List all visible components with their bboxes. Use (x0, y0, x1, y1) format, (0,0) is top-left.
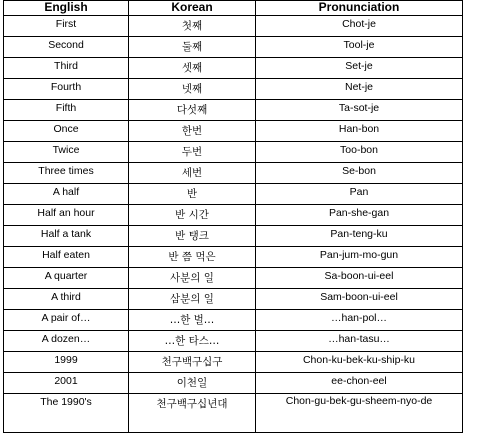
table-row (4, 268, 463, 289)
cell-korean: 삼분의 일 (129, 289, 256, 310)
cell-english: A dozen… (4, 331, 129, 352)
table-row (4, 352, 463, 373)
table-row (4, 289, 463, 310)
cell-english: Fourth (4, 79, 129, 100)
header-korean: Korean (129, 1, 256, 16)
cell-english: The 1990's (4, 394, 129, 433)
cell-pronunciation: Chot-je (256, 16, 463, 37)
table-row (4, 142, 463, 163)
cell-korean: 넷째 (129, 79, 256, 100)
cell-english: Twice (4, 142, 129, 163)
cell-korean: 세번 (129, 163, 256, 184)
cell-pronunciation: Sam-boon-ui-eel (256, 289, 463, 310)
cell-pronunciation: Pan-jum-mo-gun (256, 247, 463, 268)
header-pronunciation: Pronunciation (256, 1, 463, 16)
cell-korean: 반 쯤 먹은 (129, 247, 256, 268)
vocabulary-table (3, 0, 463, 433)
cell-korean: 천구백구십구 (129, 352, 256, 373)
table-row (4, 16, 463, 37)
cell-english: Third (4, 58, 129, 79)
cell-pronunciation: Pan-she-gan (256, 205, 463, 226)
cell-korean: …한 타스… (129, 331, 256, 352)
cell-pronunciation: Han-bon (256, 121, 463, 142)
cell-english: A third (4, 289, 129, 310)
cell-english: Three times (4, 163, 129, 184)
cell-pronunciation: Chon-ku-bek-ku-ship-ku (256, 352, 463, 373)
cell-english: A half (4, 184, 129, 205)
cell-pronunciation: Sa-boon-ui-eel (256, 268, 463, 289)
cell-english: Second (4, 37, 129, 58)
table-row (4, 247, 463, 268)
cell-english: Once (4, 121, 129, 142)
table-row (4, 79, 463, 100)
cell-korean: 사분의 일 (129, 268, 256, 289)
table-row (4, 373, 463, 394)
cell-korean: 반 탱크 (129, 226, 256, 247)
cell-english: Half eaten (4, 247, 129, 268)
table-row (4, 163, 463, 184)
table-row (4, 58, 463, 79)
header-row (4, 1, 463, 16)
cell-korean: 셋째 (129, 58, 256, 79)
cell-pronunciation: …han-tasu… (256, 331, 463, 352)
cell-korean: 한번 (129, 121, 256, 142)
cell-pronunciation: Pan-teng-ku (256, 226, 463, 247)
cell-korean: 반 (129, 184, 256, 205)
table-row (4, 100, 463, 121)
header-english: English (4, 1, 129, 16)
cell-english: 1999 (4, 352, 129, 373)
cell-pronunciation: Tool-je (256, 37, 463, 58)
cell-korean: 이천일 (129, 373, 256, 394)
table-row (4, 184, 463, 205)
cell-korean: 두번 (129, 142, 256, 163)
cell-pronunciation: Too-bon (256, 142, 463, 163)
cell-english: A quarter (4, 268, 129, 289)
table-row (4, 121, 463, 142)
cell-pronunciation: Chon-gu-bek-gu-sheem-nyo-de (256, 394, 463, 433)
cell-english: A pair of… (4, 310, 129, 331)
table-row (4, 37, 463, 58)
cell-korean: 다섯째 (129, 100, 256, 121)
cell-pronunciation: ee-chon-eel (256, 373, 463, 394)
table-row (4, 331, 463, 352)
table-row (4, 310, 463, 331)
cell-english: Fifth (4, 100, 129, 121)
cell-english: Half a tank (4, 226, 129, 247)
cell-korean: 반 시간 (129, 205, 256, 226)
cell-pronunciation: Net-je (256, 79, 463, 100)
cell-english: Half an hour (4, 205, 129, 226)
cell-pronunciation: Se-bon (256, 163, 463, 184)
cell-korean: 첫째 (129, 16, 256, 37)
cell-korean: …한 벌… (129, 310, 256, 331)
cell-english: First (4, 16, 129, 37)
cell-korean: 천구백구십년대 (129, 394, 256, 433)
table-row (4, 394, 463, 433)
cell-pronunciation: Set-je (256, 58, 463, 79)
cell-korean: 둘째 (129, 37, 256, 58)
cell-english: 2001 (4, 373, 129, 394)
table-row (4, 226, 463, 247)
cell-pronunciation: …han-pol… (256, 310, 463, 331)
cell-pronunciation: Ta-sot-je (256, 100, 463, 121)
table-row (4, 205, 463, 226)
cell-pronunciation: Pan (256, 184, 463, 205)
